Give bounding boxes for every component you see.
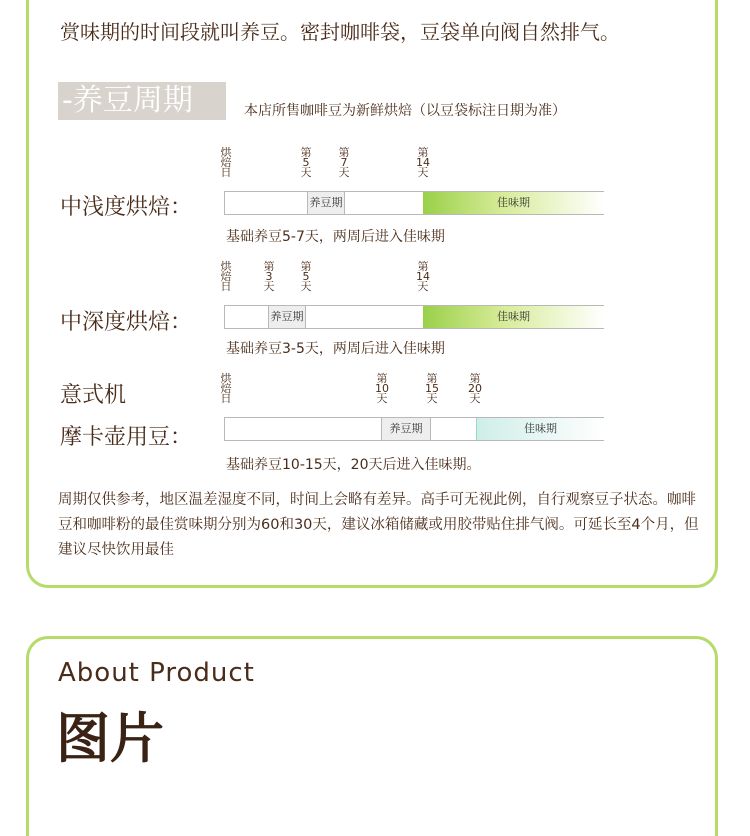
roast-label-dark: 中深度烘焙： <box>60 310 193 335</box>
about-product-heading-cn: 图片 <box>56 707 164 770</box>
roast-day-marker: 烘 焙 日 <box>220 372 232 405</box>
day-marker-b: 第 5 天 <box>300 260 312 293</box>
roast-label-espresso-line1: 意式机 <box>60 383 127 408</box>
best-segment: 佳味期 <box>476 418 604 440</box>
day-marker-a: 第 5 天 <box>300 146 312 179</box>
best-segment: 佳味期 <box>423 192 604 214</box>
roast-desc-espresso: 基础养豆10-15天，20天后进入佳味期。 <box>226 457 481 473</box>
roast-desc-dark: 基础养豆3-5天，两周后进入佳味期 <box>226 341 445 357</box>
roast-label-light: 中浅度烘焙： <box>60 195 193 220</box>
section-title: -养豆周期 <box>58 82 226 120</box>
timeline-bar-espresso <box>224 417 604 441</box>
day-marker-a: 第 3 天 <box>263 260 275 293</box>
day-marker-c: 第 20 天 <box>468 372 482 405</box>
intro-text: 赏味期的时间段就叫养豆。密封咖啡袋，豆袋单向阀自然排气。 <box>60 20 620 44</box>
best-segment: 佳味期 <box>423 306 604 328</box>
raise-segment: 养豆期 <box>268 306 306 328</box>
footnote-text: 周期仅供参考，地区温差湿度不同，时间上会略有差异。高手可无视此例，自行观察豆子状态。咖啡豆和咖啡粉的最佳赏味期分别为60和30天，建议冰箱储藏或用胶带贴住排气阀。可延长至4个月，但建议尽快饮用最佳 <box>58 492 699 558</box>
timeline-bar-light <box>224 191 604 215</box>
day-marker-b: 第 15 天 <box>425 372 439 405</box>
day-marker-c: 第 14 天 <box>416 260 430 293</box>
section-note: 本店所售咖啡豆为新鲜烘焙（以豆袋标注日期为准） <box>244 103 566 119</box>
roast-day-marker: 烘 焙 日 <box>220 260 232 293</box>
day-marker-a: 第 10 天 <box>375 372 389 405</box>
roast-label-espresso-line2: 摩卡壶用豆： <box>60 425 193 450</box>
day-marker-b: 第 7 天 <box>338 146 350 179</box>
roast-day-marker: 烘 焙 日 <box>220 146 232 179</box>
raise-segment: 养豆期 <box>381 418 431 440</box>
day-marker-c: 第 14 天 <box>416 146 430 179</box>
about-product-heading-en: About Product <box>58 658 255 688</box>
roast-desc-light: 基础养豆5-7天，两周后进入佳味期 <box>226 229 445 245</box>
timeline-bar-dark <box>224 305 604 329</box>
raise-segment: 养豆期 <box>307 192 345 214</box>
